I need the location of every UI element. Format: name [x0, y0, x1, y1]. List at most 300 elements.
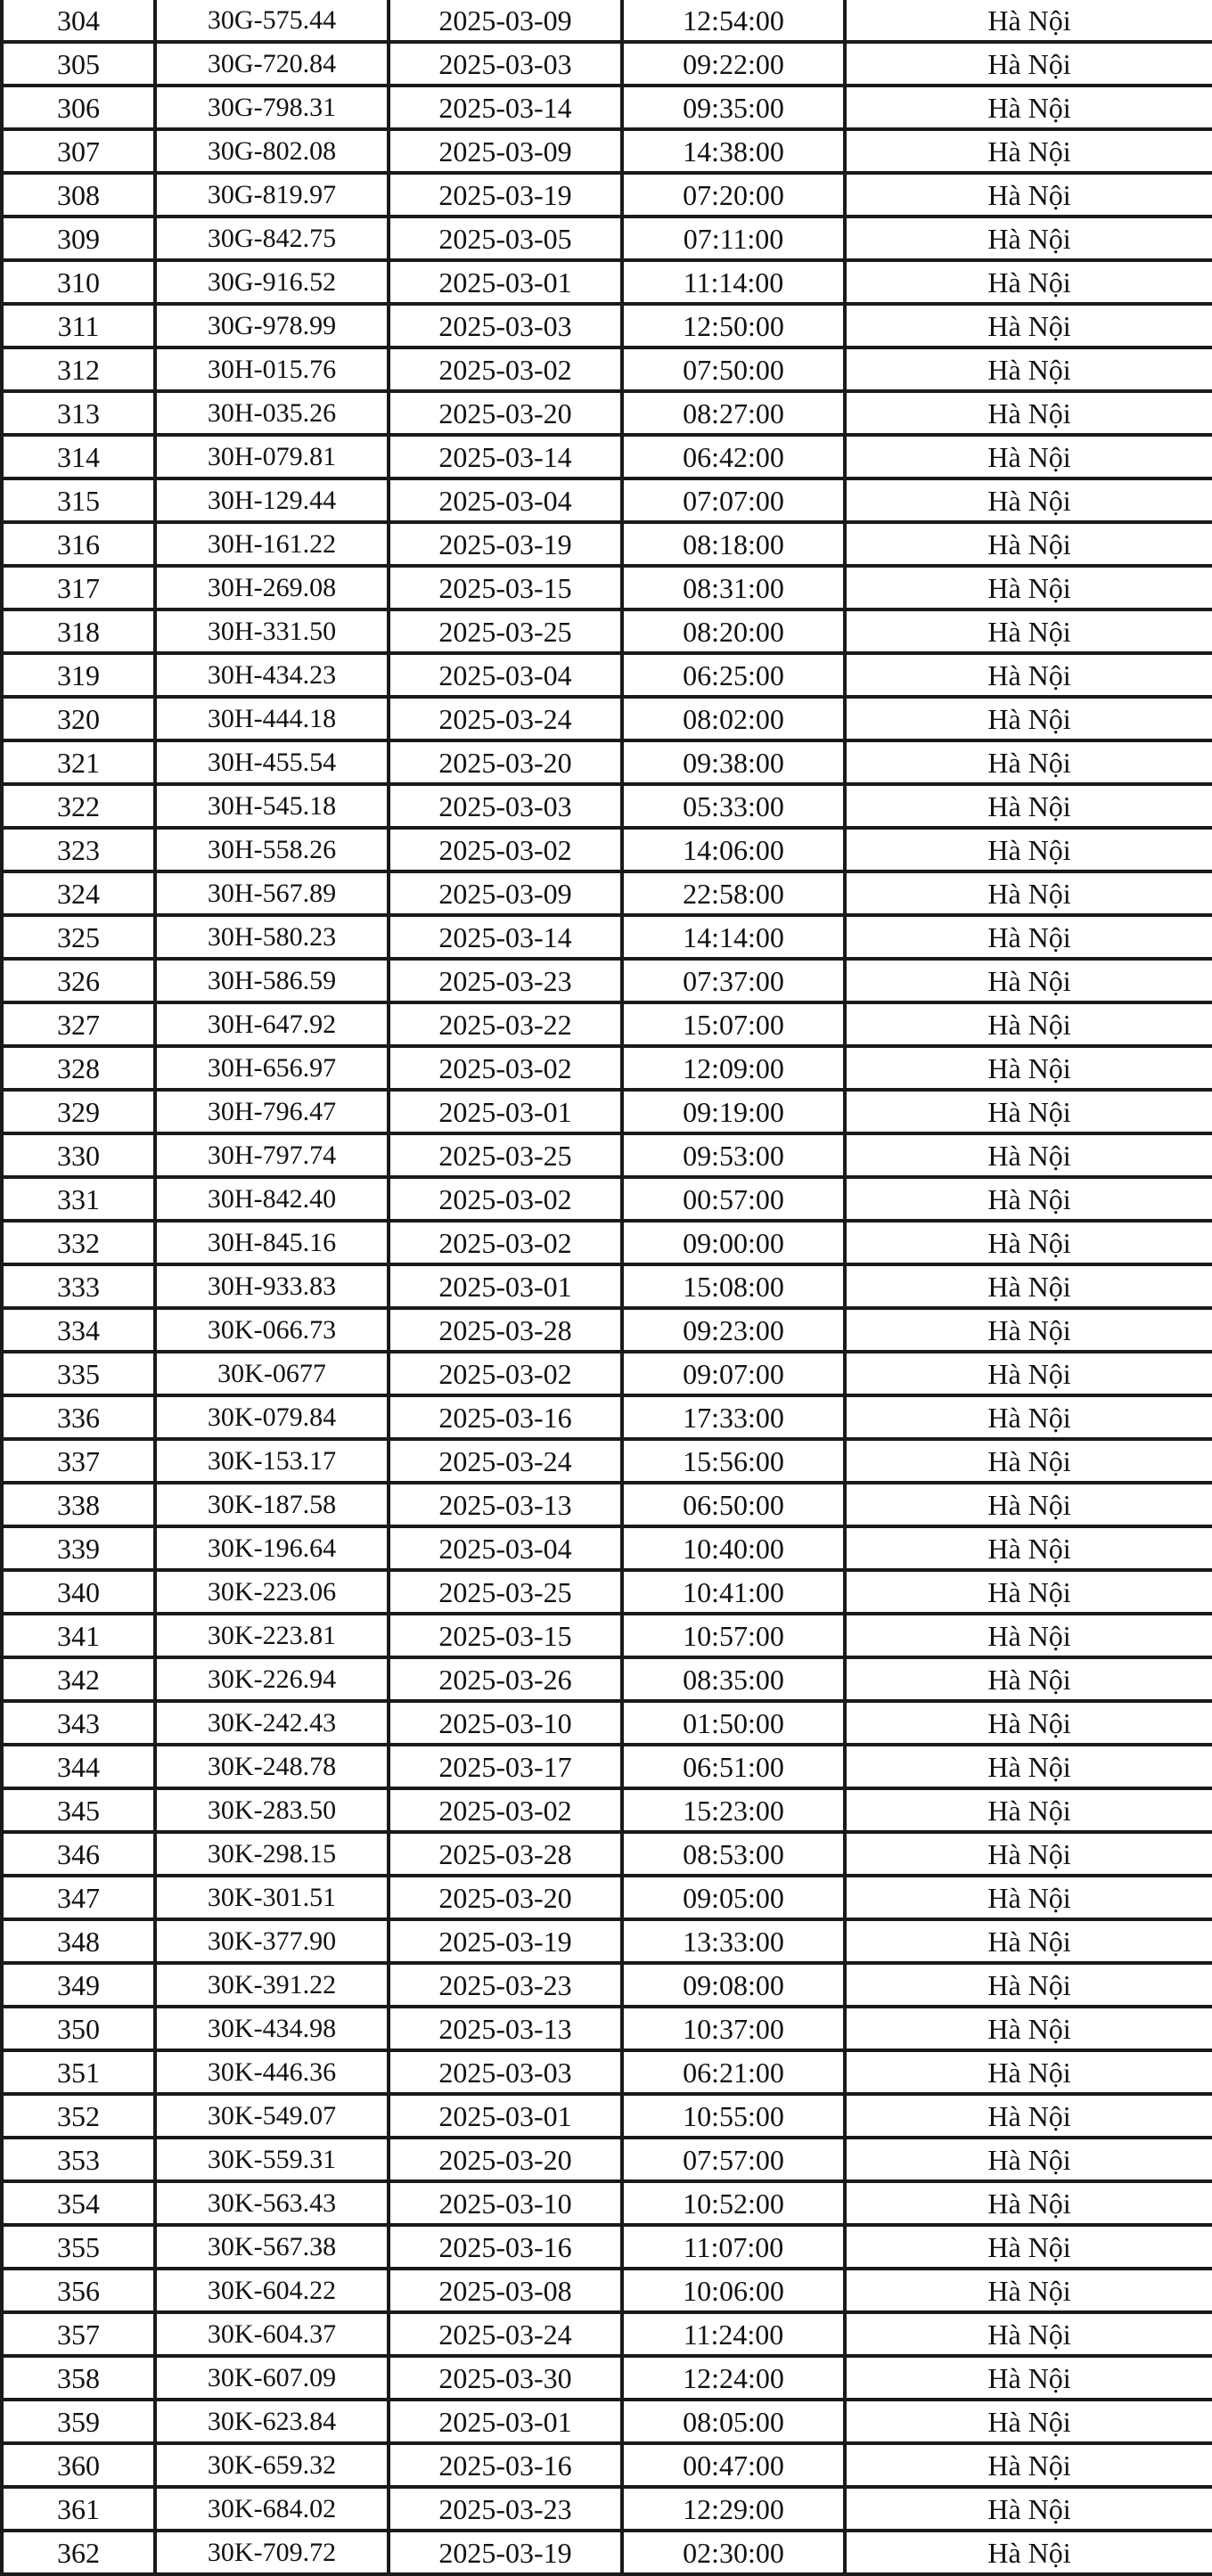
time-cell: 13:33:00 — [622, 1919, 845, 1963]
location-cell: Hà Nội — [845, 2269, 1212, 2312]
license-plate-cell: 30H-586.59 — [155, 959, 389, 1002]
location-cell: Hà Nội — [845, 2312, 1212, 2356]
row-number-cell: 315 — [2, 478, 155, 522]
license-plate-cell: 30H-455.54 — [155, 740, 389, 784]
date-cell: 2025-03-13 — [389, 1483, 622, 1526]
table-row — [2, 2225, 1212, 2269]
date-cell: 2025-03-22 — [389, 1002, 622, 1046]
time-cell: 08:53:00 — [622, 1832, 845, 1876]
date-cell: 2025-03-20 — [389, 740, 622, 784]
location-cell: Hà Nội — [845, 653, 1212, 697]
time-cell: 06:50:00 — [622, 1483, 845, 1526]
time-cell: 06:21:00 — [622, 2050, 845, 2094]
license-plate-cell: 30H-035.26 — [155, 391, 389, 435]
row-number-cell: 336 — [2, 1395, 155, 1439]
license-plate-cell: 30K-604.37 — [155, 2312, 389, 2356]
date-cell: 2025-03-02 — [389, 1046, 622, 1090]
license-plate-cell: 30H-842.40 — [155, 1177, 389, 1221]
time-cell: 08:18:00 — [622, 522, 845, 566]
location-cell: Hà Nội — [845, 697, 1212, 740]
date-cell: 2025-03-23 — [389, 959, 622, 1002]
location-cell: Hà Nội — [845, 304, 1212, 348]
date-cell: 2025-03-30 — [389, 2356, 622, 2400]
time-cell: 06:25:00 — [622, 653, 845, 697]
row-number-cell: 332 — [2, 1221, 155, 1264]
row-number-cell: 362 — [2, 2531, 155, 2574]
time-cell: 15:07:00 — [622, 1002, 845, 1046]
license-plate-cell: 30H-545.18 — [155, 784, 389, 828]
location-cell: Hà Nội — [845, 609, 1212, 653]
table-row — [2, 2138, 1212, 2181]
date-cell: 2025-03-14 — [389, 915, 622, 959]
table-row — [2, 828, 1212, 871]
license-plate-cell: 30H-845.16 — [155, 1221, 389, 1264]
date-cell: 2025-03-03 — [389, 304, 622, 348]
table-row — [2, 1046, 1212, 1090]
table-row — [2, 391, 1212, 435]
row-number-cell: 361 — [2, 2487, 155, 2531]
time-cell: 17:33:00 — [622, 1395, 845, 1439]
row-number-cell: 329 — [2, 1090, 155, 1133]
table-row — [2, 1657, 1212, 1701]
table-row — [2, 2356, 1212, 2400]
location-cell: Hà Nội — [845, 391, 1212, 435]
time-cell: 12:29:00 — [622, 2487, 845, 2531]
table-row — [2, 2181, 1212, 2225]
time-cell: 11:07:00 — [622, 2225, 845, 2269]
date-cell: 2025-03-23 — [389, 2487, 622, 2531]
table-row — [2, 871, 1212, 915]
table-row — [2, 1352, 1212, 1395]
location-cell: Hà Nội — [845, 959, 1212, 1002]
date-cell: 2025-03-09 — [389, 871, 622, 915]
time-cell: 11:24:00 — [622, 2312, 845, 2356]
date-cell: 2025-03-17 — [389, 1745, 622, 1788]
row-number-cell: 334 — [2, 1308, 155, 1352]
license-plate-cell: 30H-656.97 — [155, 1046, 389, 1090]
date-cell: 2025-03-02 — [389, 1221, 622, 1264]
license-plate-cell: 30K-623.84 — [155, 2400, 389, 2443]
time-cell: 11:14:00 — [622, 260, 845, 304]
location-cell: Hà Nội — [845, 435, 1212, 478]
time-cell: 15:56:00 — [622, 1439, 845, 1483]
time-cell: 08:05:00 — [622, 2400, 845, 2443]
table-row — [2, 1526, 1212, 1570]
row-number-cell: 306 — [2, 86, 155, 129]
table-row — [2, 86, 1212, 129]
location-cell: Hà Nội — [845, 348, 1212, 391]
location-cell: Hà Nội — [845, 871, 1212, 915]
location-cell: Hà Nội — [845, 1133, 1212, 1177]
date-cell: 2025-03-26 — [389, 1657, 622, 1701]
license-plate-cell: 30K-446.36 — [155, 2050, 389, 2094]
location-cell: Hà Nội — [845, 2138, 1212, 2181]
location-cell: Hà Nội — [845, 2225, 1212, 2269]
time-cell: 10:41:00 — [622, 1570, 845, 1614]
row-number-cell: 338 — [2, 1483, 155, 1526]
license-plate-cell: 30H-269.08 — [155, 566, 389, 609]
location-cell: Hà Nội — [845, 129, 1212, 173]
row-number-cell: 304 — [2, 0, 155, 42]
location-cell: Hà Nội — [845, 2443, 1212, 2487]
license-plate-cell: 30K-0677 — [155, 1352, 389, 1395]
row-number-cell: 323 — [2, 828, 155, 871]
license-plate-cell: 30H-558.26 — [155, 828, 389, 871]
location-cell: Hà Nội — [845, 1264, 1212, 1308]
location-cell: Hà Nội — [845, 1352, 1212, 1395]
time-cell: 08:27:00 — [622, 391, 845, 435]
date-cell: 2025-03-04 — [389, 1526, 622, 1570]
license-plate-cell: 30K-079.84 — [155, 1395, 389, 1439]
table-row — [2, 129, 1212, 173]
table-row — [2, 217, 1212, 260]
license-plate-cell: 30G-802.08 — [155, 129, 389, 173]
date-cell: 2025-03-04 — [389, 653, 622, 697]
row-number-cell: 308 — [2, 173, 155, 217]
table-row — [2, 1745, 1212, 1788]
location-cell: Hà Nội — [845, 42, 1212, 86]
time-cell: 10:52:00 — [622, 2181, 845, 2225]
date-cell: 2025-03-01 — [389, 1264, 622, 1308]
license-plate-cell: 30K-242.43 — [155, 1701, 389, 1745]
row-number-cell: 347 — [2, 1876, 155, 1919]
license-plate-cell: 30K-559.31 — [155, 2138, 389, 2181]
location-cell: Hà Nội — [845, 1395, 1212, 1439]
time-cell: 09:23:00 — [622, 1308, 845, 1352]
license-plate-cell: 30H-161.22 — [155, 522, 389, 566]
location-cell: Hà Nội — [845, 1002, 1212, 1046]
time-cell: 00:57:00 — [622, 1177, 845, 1221]
time-cell: 15:08:00 — [622, 1264, 845, 1308]
date-cell: 2025-03-03 — [389, 784, 622, 828]
row-number-cell: 355 — [2, 2225, 155, 2269]
time-cell: 22:58:00 — [622, 871, 845, 915]
license-plate-cell: 30G-916.52 — [155, 260, 389, 304]
time-cell: 08:35:00 — [622, 1657, 845, 1701]
time-cell: 14:06:00 — [622, 828, 845, 871]
time-cell: 08:02:00 — [622, 697, 845, 740]
row-number-cell: 345 — [2, 1788, 155, 1832]
license-plate-cell: 30G-819.97 — [155, 173, 389, 217]
row-number-cell: 309 — [2, 217, 155, 260]
table-row — [2, 2094, 1212, 2138]
license-plate-cell: 30H-647.92 — [155, 1002, 389, 1046]
table-row — [2, 1439, 1212, 1483]
table-row — [2, 2443, 1212, 2487]
row-number-cell: 331 — [2, 1177, 155, 1221]
license-plate-cell: 30G-575.44 — [155, 0, 389, 42]
location-cell: Hà Nội — [845, 1745, 1212, 1788]
time-cell: 12:09:00 — [622, 1046, 845, 1090]
row-number-cell: 337 — [2, 1439, 155, 1483]
license-plate-cell: 30H-079.81 — [155, 435, 389, 478]
license-plate-cell: 30K-298.15 — [155, 1832, 389, 1876]
date-cell: 2025-03-02 — [389, 1788, 622, 1832]
table-row — [2, 42, 1212, 86]
table-row — [2, 2400, 1212, 2443]
date-cell: 2025-03-01 — [389, 260, 622, 304]
table-row — [2, 304, 1212, 348]
time-cell: 09:00:00 — [622, 1221, 845, 1264]
row-number-cell: 316 — [2, 522, 155, 566]
date-cell: 2025-03-08 — [389, 2269, 622, 2312]
row-number-cell: 312 — [2, 348, 155, 391]
license-plate-cell: 30K-153.17 — [155, 1439, 389, 1483]
row-number-cell: 360 — [2, 2443, 155, 2487]
license-plate-cell: 30K-391.22 — [155, 1963, 389, 2007]
date-cell: 2025-03-15 — [389, 566, 622, 609]
license-plate-cell: 30K-223.06 — [155, 1570, 389, 1614]
date-cell: 2025-03-19 — [389, 173, 622, 217]
time-cell: 09:08:00 — [622, 1963, 845, 2007]
time-cell: 00:47:00 — [622, 2443, 845, 2487]
location-cell: Hà Nội — [845, 1919, 1212, 1963]
row-number-cell: 349 — [2, 1963, 155, 2007]
license-plate-cell: 30K-684.02 — [155, 2487, 389, 2531]
row-number-cell: 358 — [2, 2356, 155, 2400]
license-plate-cell: 30K-187.58 — [155, 1483, 389, 1526]
time-cell: 07:57:00 — [622, 2138, 845, 2181]
row-number-cell: 318 — [2, 609, 155, 653]
location-cell: Hà Nội — [845, 1483, 1212, 1526]
table-row — [2, 1090, 1212, 1133]
date-cell: 2025-03-16 — [389, 2443, 622, 2487]
location-cell: Hà Nội — [845, 1788, 1212, 1832]
date-cell: 2025-03-01 — [389, 1090, 622, 1133]
time-cell: 07:11:00 — [622, 217, 845, 260]
date-cell: 2025-03-02 — [389, 1177, 622, 1221]
date-cell: 2025-03-03 — [389, 42, 622, 86]
date-cell: 2025-03-16 — [389, 1395, 622, 1439]
row-number-cell: 313 — [2, 391, 155, 435]
location-cell: Hà Nội — [845, 1439, 1212, 1483]
date-cell: 2025-03-16 — [389, 2225, 622, 2269]
date-cell: 2025-03-05 — [389, 217, 622, 260]
license-plate-cell: 30H-015.76 — [155, 348, 389, 391]
time-cell: 10:37:00 — [622, 2007, 845, 2050]
date-cell: 2025-03-14 — [389, 435, 622, 478]
table-row — [2, 1002, 1212, 1046]
time-cell: 15:23:00 — [622, 1788, 845, 1832]
table-row — [2, 1308, 1212, 1352]
table-row — [2, 1221, 1212, 1264]
row-number-cell: 340 — [2, 1570, 155, 1614]
time-cell: 08:20:00 — [622, 609, 845, 653]
row-number-cell: 319 — [2, 653, 155, 697]
date-cell: 2025-03-02 — [389, 828, 622, 871]
row-number-cell: 346 — [2, 1832, 155, 1876]
table-row — [2, 1133, 1212, 1177]
location-cell: Hà Nội — [845, 1177, 1212, 1221]
table-row — [2, 1832, 1212, 1876]
license-plate-cell: 30H-580.23 — [155, 915, 389, 959]
time-cell: 12:54:00 — [622, 0, 845, 42]
location-cell: Hà Nội — [845, 740, 1212, 784]
date-cell: 2025-03-02 — [389, 1352, 622, 1395]
license-plate-cell: 30K-248.78 — [155, 1745, 389, 1788]
time-cell: 06:42:00 — [622, 435, 845, 478]
table-row — [2, 959, 1212, 1002]
location-cell: Hà Nội — [845, 478, 1212, 522]
table-row — [2, 1483, 1212, 1526]
license-plate-cell: 30H-567.89 — [155, 871, 389, 915]
table-row — [2, 915, 1212, 959]
row-number-cell: 327 — [2, 1002, 155, 1046]
table-row — [2, 173, 1212, 217]
license-plate-cell: 30K-549.07 — [155, 2094, 389, 2138]
row-number-cell: 342 — [2, 1657, 155, 1701]
license-plate-cell: 30G-842.75 — [155, 217, 389, 260]
location-cell: Hà Nội — [845, 522, 1212, 566]
time-cell: 07:50:00 — [622, 348, 845, 391]
date-cell: 2025-03-25 — [389, 1570, 622, 1614]
license-plate-cell: 30K-434.98 — [155, 2007, 389, 2050]
license-plate-cell: 30K-604.22 — [155, 2269, 389, 2312]
row-number-cell: 348 — [2, 1919, 155, 1963]
table-row — [2, 2531, 1212, 2574]
location-cell: Hà Nội — [845, 1046, 1212, 1090]
date-cell: 2025-03-24 — [389, 1439, 622, 1483]
location-cell: Hà Nội — [845, 566, 1212, 609]
table-row — [2, 1177, 1212, 1221]
date-cell: 2025-03-04 — [389, 478, 622, 522]
date-cell: 2025-03-09 — [389, 0, 622, 42]
row-number-cell: 305 — [2, 42, 155, 86]
table-row — [2, 2312, 1212, 2356]
location-cell: Hà Nội — [845, 2531, 1212, 2574]
table-body — [2, 0, 1212, 2574]
date-cell: 2025-03-02 — [389, 348, 622, 391]
table-row — [2, 2007, 1212, 2050]
date-cell: 2025-03-20 — [389, 2138, 622, 2181]
row-number-cell: 324 — [2, 871, 155, 915]
row-number-cell: 326 — [2, 959, 155, 1002]
time-cell: 07:07:00 — [622, 478, 845, 522]
date-cell: 2025-03-20 — [389, 1876, 622, 1919]
license-plate-cell: 30K-377.90 — [155, 1919, 389, 1963]
date-cell: 2025-03-14 — [389, 86, 622, 129]
time-cell: 10:57:00 — [622, 1614, 845, 1657]
time-cell: 05:33:00 — [622, 784, 845, 828]
table-row — [2, 697, 1212, 740]
license-plate-cell: 30K-709.72 — [155, 2531, 389, 2574]
license-plate-cell: 30H-331.50 — [155, 609, 389, 653]
time-cell: 10:55:00 — [622, 2094, 845, 2138]
table-row — [2, 1570, 1212, 1614]
time-cell: 09:35:00 — [622, 86, 845, 129]
time-cell: 10:40:00 — [622, 1526, 845, 1570]
license-plate-cell: 30K-563.43 — [155, 2181, 389, 2225]
date-cell: 2025-03-01 — [389, 2400, 622, 2443]
location-cell: Hà Nội — [845, 2487, 1212, 2531]
time-cell: 07:20:00 — [622, 173, 845, 217]
date-cell: 2025-03-20 — [389, 391, 622, 435]
license-plate-cell: 30K-607.09 — [155, 2356, 389, 2400]
row-number-cell: 341 — [2, 1614, 155, 1657]
location-cell: Hà Nội — [845, 828, 1212, 871]
location-cell: Hà Nội — [845, 173, 1212, 217]
row-number-cell: 328 — [2, 1046, 155, 1090]
license-plate-cell: 30H-796.47 — [155, 1090, 389, 1133]
date-cell: 2025-03-15 — [389, 1614, 622, 1657]
table-row — [2, 609, 1212, 653]
row-number-cell: 311 — [2, 304, 155, 348]
date-cell: 2025-03-19 — [389, 1919, 622, 1963]
date-cell: 2025-03-19 — [389, 522, 622, 566]
date-cell: 2025-03-23 — [389, 1963, 622, 2007]
date-cell: 2025-03-25 — [389, 1133, 622, 1177]
row-number-cell: 310 — [2, 260, 155, 304]
date-cell: 2025-03-09 — [389, 129, 622, 173]
date-cell: 2025-03-28 — [389, 1832, 622, 1876]
license-plate-cell: 30K-226.94 — [155, 1657, 389, 1701]
row-number-cell: 357 — [2, 2312, 155, 2356]
date-cell: 2025-03-24 — [389, 697, 622, 740]
time-cell: 09:05:00 — [622, 1876, 845, 1919]
license-plate-cell: 30H-933.83 — [155, 1264, 389, 1308]
location-cell: Hà Nội — [845, 2094, 1212, 2138]
location-cell: Hà Nội — [845, 1090, 1212, 1133]
location-cell: Hà Nội — [845, 1701, 1212, 1745]
time-cell: 14:38:00 — [622, 129, 845, 173]
license-plate-cell: 30H-444.18 — [155, 697, 389, 740]
time-cell: 06:51:00 — [622, 1745, 845, 1788]
license-plate-cell: 30K-196.64 — [155, 1526, 389, 1570]
row-number-cell: 339 — [2, 1526, 155, 1570]
table-row — [2, 784, 1212, 828]
table-row — [2, 1788, 1212, 1832]
table-row — [2, 653, 1212, 697]
location-cell: Hà Nội — [845, 2181, 1212, 2225]
table-row — [2, 1395, 1212, 1439]
location-cell: Hà Nội — [845, 1526, 1212, 1570]
table-row — [2, 2487, 1212, 2531]
time-cell: 09:22:00 — [622, 42, 845, 86]
time-cell: 09:19:00 — [622, 1090, 845, 1133]
license-plate-cell: 30K-283.50 — [155, 1788, 389, 1832]
date-cell: 2025-03-01 — [389, 2094, 622, 2138]
time-cell: 09:38:00 — [622, 740, 845, 784]
location-cell: Hà Nội — [845, 1832, 1212, 1876]
location-cell: Hà Nội — [845, 1657, 1212, 1701]
license-plate-cell: 30K-301.51 — [155, 1876, 389, 1919]
row-number-cell: 307 — [2, 129, 155, 173]
date-cell: 2025-03-25 — [389, 609, 622, 653]
license-plate-cell: 30G-978.99 — [155, 304, 389, 348]
date-cell: 2025-03-10 — [389, 2181, 622, 2225]
row-number-cell: 344 — [2, 1745, 155, 1788]
table-row — [2, 1701, 1212, 1745]
date-cell: 2025-03-13 — [389, 2007, 622, 2050]
location-cell: Hà Nội — [845, 1221, 1212, 1264]
date-cell: 2025-03-28 — [389, 1308, 622, 1352]
location-cell: Hà Nội — [845, 1570, 1212, 1614]
row-number-cell: 333 — [2, 1264, 155, 1308]
row-number-cell: 330 — [2, 1133, 155, 1177]
table-row — [2, 1264, 1212, 1308]
license-plate-cell: 30H-129.44 — [155, 478, 389, 522]
table-row — [2, 435, 1212, 478]
location-cell: Hà Nội — [845, 1614, 1212, 1657]
row-number-cell: 343 — [2, 1701, 155, 1745]
time-cell: 01:50:00 — [622, 1701, 845, 1745]
row-number-cell: 314 — [2, 435, 155, 478]
table-row — [2, 1876, 1212, 1919]
location-cell: Hà Nội — [845, 784, 1212, 828]
location-cell: Hà Nội — [845, 0, 1212, 42]
license-plate-cell: 30H-797.74 — [155, 1133, 389, 1177]
location-cell: Hà Nội — [845, 1963, 1212, 2007]
